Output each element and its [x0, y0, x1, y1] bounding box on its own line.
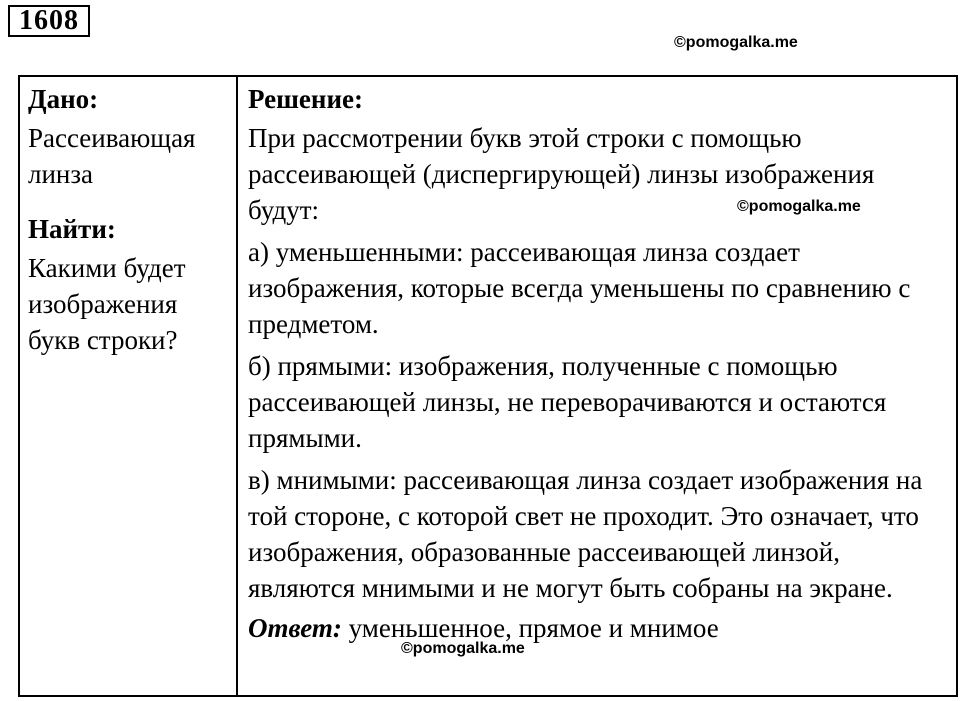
solution-heading: Решение:: [248, 84, 363, 114]
find-text: Какими будет изображения букв строки?: [28, 253, 186, 355]
given-column: [20, 77, 238, 695]
watermark: ©pomogalka.me: [737, 198, 861, 215]
answer-label: Ответ:: [248, 613, 342, 643]
solution-point-c: в) мнимыми: рассеивающая линза создает изображения на той стороне, с которой свет не проходит. Это означает, что изображения, образованные рассеивающей линзой, являются мнимыми и не могут быть собраны на экране.: [248, 465, 923, 603]
solution-column: [238, 77, 956, 695]
watermark: ©pomogalka.me: [674, 34, 798, 51]
solution-table: [18, 75, 958, 697]
watermark: ©pomogalka.me: [401, 640, 525, 657]
find-heading: Найти:: [28, 214, 116, 244]
given-heading: Дано:: [28, 84, 99, 114]
solution-intro: При рассмотрении букв этой строки с помощью рассеивающей (диспергирующей) линзы изображения будут:: [248, 123, 875, 225]
answer: [248, 610, 948, 646]
given-text: Рассеивающая линза: [28, 123, 196, 189]
solution-point-b: б) прямыми: изображения, полученные с помощью рассеивающей линзы, не переворачиваются и остаются прямыми.: [248, 351, 887, 453]
answer-text: уменьшенное, прямое и мнимое: [341, 613, 719, 643]
solution-point-a: а) уменьшенными: рассеивающая линза создает изображения, которые всегда уменьшены по сравнению с предметом.: [248, 237, 911, 339]
problem-number: 1608: [8, 5, 90, 37]
